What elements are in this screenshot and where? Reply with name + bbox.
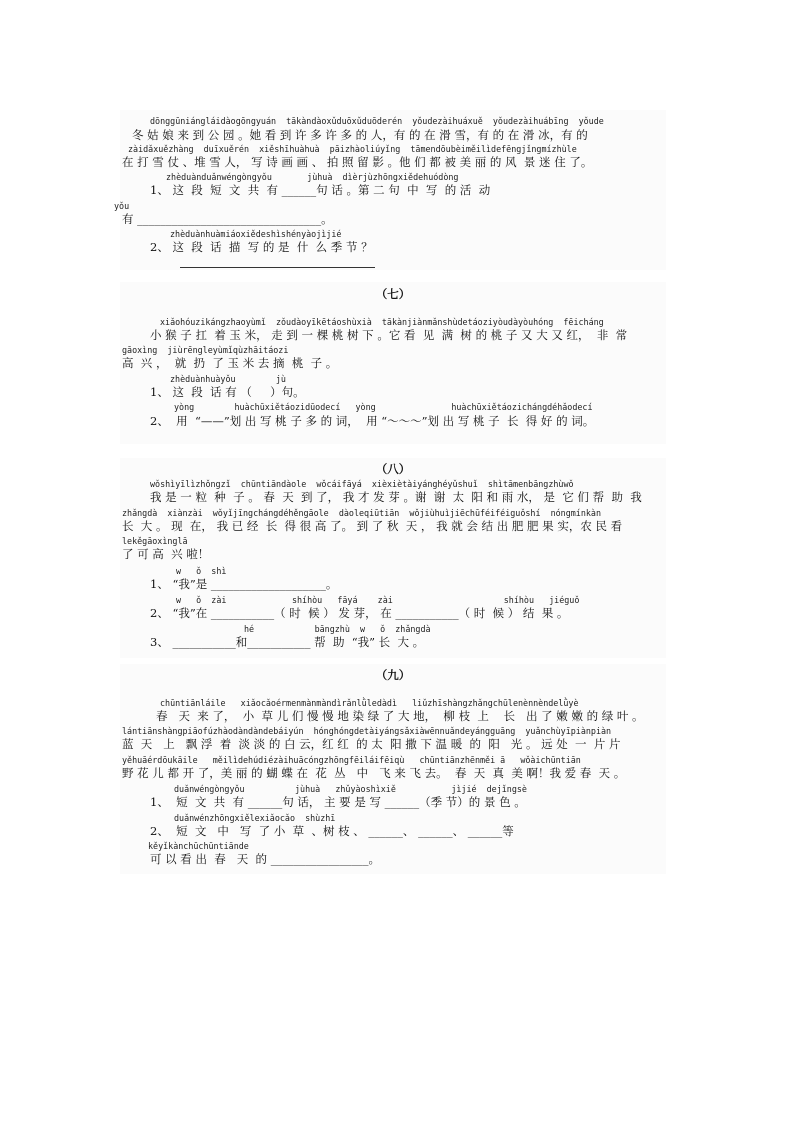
text-line: 长 大 。 现 在， 我 已 经 长 得 很 高 了。 到 了 秋 天 ， 我 就 会 结 出 肥 肥 果 实，农 民 看	[122, 519, 623, 533]
pinyin-line: yòng huàchūxiětáozidūodecí yòng huàchūxiětáozichángdéhǎodecí	[174, 402, 593, 412]
answer-line: 有 ________________________________。	[122, 212, 333, 226]
text-line: 在 打 雪 仗 、堆 雪 人， 写 诗 画 画 、 拍 照 留 影 。他 们 都 被 美 丽 的 风 景 迷 住 了。	[122, 155, 593, 169]
pinyin-line: lekěgāoxìnglā	[122, 536, 188, 546]
pinyin-line: zàidǎxuězhàng duīxuěrén xiěshīhuàhuà pāizhàoliúyǐng tāmendōubèiměilìdefēngjǐngmízhùle	[128, 144, 577, 154]
pinyin-line: yǒu	[114, 201, 130, 211]
pinyin-line: w ǒ shì	[176, 566, 227, 576]
text-line: 小 猴 子 扛 着 玉 米， 走 到 一 棵 桃 树 下 。它 看 见 满 树 的 桃 子 又 大 又 红， 非 常	[150, 328, 628, 342]
pinyin-line: hé bāngzhù w ǒ zhǎngdà	[244, 624, 431, 634]
passage-block-1	[114, 110, 666, 270]
section-title: （九）	[375, 668, 411, 682]
pinyin-line: zhèduànhuàmiáoxiědeshìshényàojìjié	[170, 229, 342, 239]
passage-block-9	[120, 664, 666, 874]
question-2: 2、 短 文 中 写 了 小 草 、树 枝 、 ______、 ______、 ______等	[150, 824, 514, 838]
answer-blank[interactable]	[180, 267, 375, 268]
pinyin-line: chūntiānláile xiǎocǎoérmenmànmàndìrǎnlǜledàdì liǔzhīshàngzhǎngchūlenènnèndelǜyè	[160, 698, 579, 708]
pinyin-line: xiǎohóuzikángzhaoyùmǐ zǒudàoyīkētáoshùxià tākànjiànmǎnshùdetáoziyòudàyòuhóng fēicháng	[160, 317, 604, 327]
pinyin-line: kěyǐkànchūchūntiānde	[148, 841, 249, 851]
question-1: 1、 这 段 短 文 共 有 ______句 话 。第 二 句 中 写 的 活 动	[150, 183, 491, 197]
text-line: 春 天 来 了， 小 草 儿 们 慢 慢 地 染 绿 了 大 地， 柳 枝 上 长 出 了 嫩 嫩 的 绿 叶 。	[156, 709, 644, 723]
pinyin-line: zhèduànduǎnwéngòngyǒu jùhuà dìèrjùzhōngxiědehuódòng	[166, 172, 459, 182]
pinyin-line: gāoxìng jiùrēngleyùmǐqùzhāitáozi	[122, 345, 289, 355]
pinyin-line: w ǒ zài shíhòu fāyá zài shíhòu jiéguǒ	[176, 595, 580, 605]
question-2: 2、 “我”在 ___________（ 时 候 ） 发 芽， 在 ___________（ 时 候 ） 结 果 。	[150, 606, 569, 620]
question-2: 2、 这 段 话 描 写 的 是 什 么 季 节 ？	[150, 240, 373, 254]
text-line: 我 是 一 粒 种 子 。 春 天 到 了， 我 才 发 芽 。谢 谢 太 阳 和 雨 水， 是 它 们 帮 助 我	[150, 490, 642, 504]
pinyin-line: yěhuāérdōukāile měilìdehúdiézàihuācóngzhōngfēiláifēiqù chūntiānzhēnměi ā wǒàichūntiān	[122, 755, 581, 765]
text-line: 冬 姑 娘 来 到 公 园 。她 看 到 许 多 许 多 的 人，有 的 在 滑 雪，有 的 在 滑 冰，有 的	[132, 128, 588, 142]
text-line: 野 花 儿 都 开 了，美 丽 的 蝴 蝶 在 花 丛 中 飞 来 飞 去。 春 天 真 美 啊！我 爱 春 天 。	[122, 766, 626, 780]
passage-block-8	[120, 458, 666, 658]
section-title: （八）	[375, 462, 411, 476]
pinyin-line: duǎnwéngòngyǒu jùhuà zhǔyàoshìxiě jìjié dejǐngsè	[174, 784, 527, 794]
passage-block-7	[120, 282, 666, 444]
question-1: 1、 “我”是 ____________________。	[150, 577, 338, 591]
question-2: 2、 用 “——”划 出 写 桃 子 多 的 词， 用 “～～～”划 出 写 桃 子 长 得 好 的 词。	[150, 414, 595, 428]
pinyin-line: lántiānshàngpiāofúzhàodàndàndebáiyún hónghóngdetàiyángsǎxiàwēnnuǎndeyángguāng yuǎnchùyīpiànpiàn	[122, 726, 612, 736]
question-3: 3、 ___________和___________ 帮 助 “我” 长 大 。	[150, 635, 425, 649]
text-line: 蓝 天 上 飘 浮 着 淡 淡 的 白 云，红 红 的 太 阳 撒 下 温 暖 的 阳 光 。 远 处 一 片 片	[122, 737, 621, 751]
text-line: 高 兴 ， 就 扔 了 玉 米 去 摘 桃 子 。	[122, 356, 338, 370]
pinyin-line: wǒshìyīlìzhǒngzǐ chūntiāndàole wǒcáifāyá xièxiètàiyánghéyǔshuǐ shìtāmenbāngzhùwǒ	[150, 479, 574, 489]
pinyin-line: dōnggūniángláidàogōngyuán tākàndàoxǔduōxǔduōderén yǒudezàihuáxuě yǒudezàihuábīng yǒude	[150, 116, 604, 126]
text-line: 了 可 高 兴 啦！	[122, 547, 210, 561]
section-title: （七）	[375, 287, 411, 301]
pinyin-line: zhǎngdà xiànzài wǒyǐjīngchángdéhěngāole dàoleqiūtiān wǒjiùhuìjiēchūféiféiguǒshí nóngmínkàn	[122, 508, 602, 518]
question-1: 1、 这 段 话 有 （ ）句。	[150, 385, 305, 399]
pinyin-line: duǎnwénzhōngxiělexiǎocǎo shùzhī	[174, 813, 336, 823]
answer-line: 可 以 看 出 春 天 的 _________________。	[150, 852, 380, 866]
question-1: 1、 短 文 共 有 ______句 话， 主 要 是 写 ______（季 节）的 景 色 。	[150, 795, 526, 809]
pinyin-line: zhèduànhuàyǒu jù	[170, 374, 286, 384]
